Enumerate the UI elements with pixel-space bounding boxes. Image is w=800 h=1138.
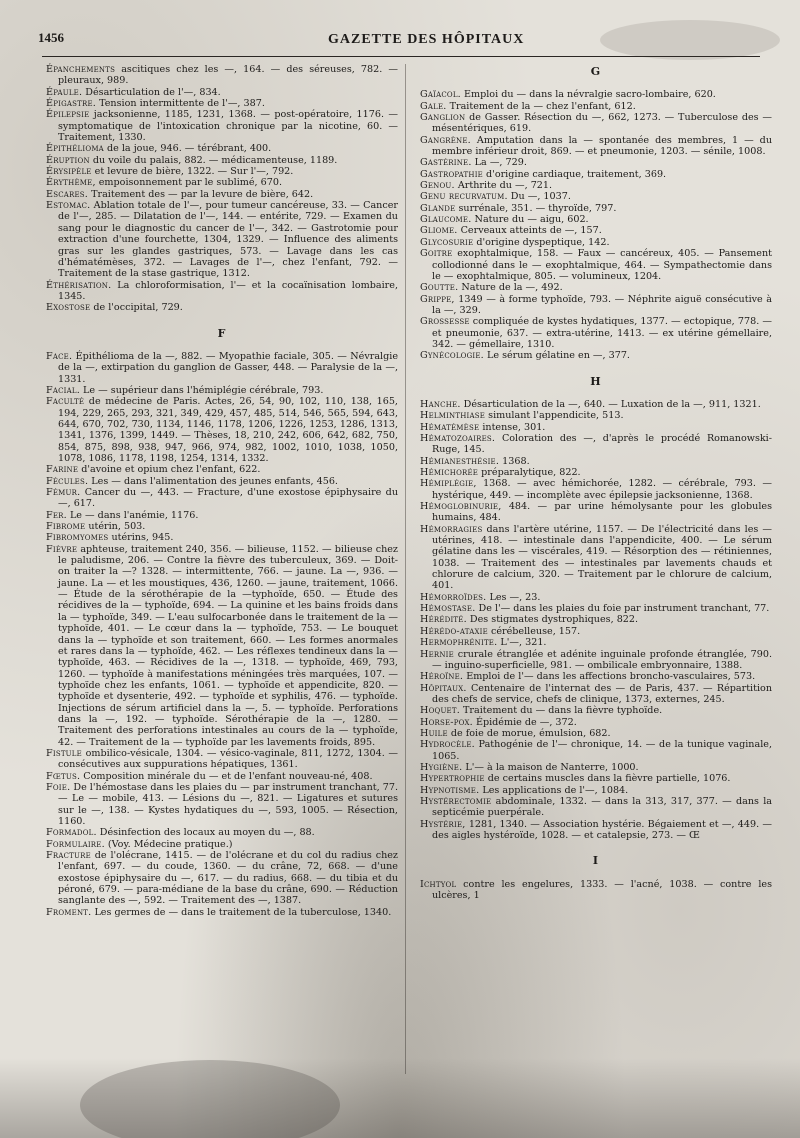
index-entry-heading: Helminthiase [420,410,486,422]
index-entry-heading: Fer. [46,509,67,521]
index-entry-heading: Gynécologie. [420,350,484,362]
index-entry-text: d'avoine et opium chez l'enfant, 622. [78,464,261,476]
index-entry [420,728,772,739]
index-entry-heading: Héroïne. [420,671,464,683]
index-entry [46,839,398,850]
index-entry-heading: Hérédo-ataxie [420,625,488,637]
index-entry-heading: Face. [46,350,73,362]
index-entry-heading: Hémostase. [420,603,476,615]
index-entry-text: 1281, 1340. — Association hystérie. Bégaiement et —, 449. — des aigles hystéroïde, 1028. — et catalepsie, 273. — Œ [432,818,772,841]
index-entry-heading: Formulaire. [46,838,105,850]
index-entry-text: d'origine dyspeptique, 142. [473,236,610,248]
letter-heading-g: G [590,65,602,78]
index-entry [420,422,772,433]
index-entry [46,166,398,177]
index-entry-heading: Formadol. [46,827,97,839]
index-entry-heading: Glande [420,202,456,214]
index-entry [46,64,398,87]
index-entry [420,203,772,214]
index-entry-heading: Huile [420,727,448,739]
index-entry-heading: Genu recurvatum. [420,191,508,203]
index-entry [420,785,772,796]
index-entry-heading: Faculté [46,396,85,408]
index-entry-heading: Froment. [46,906,92,918]
index-entry-heading: Fracture [46,850,91,862]
index-entry [420,626,772,637]
index-entry-heading: Hanche. [420,398,461,410]
index-entry-text: Désarticulation de la —, 640. — Luxation de la —, 911, 1321. [460,398,761,410]
index-entry-text: de la joue, 946. — térébrant, 400. [103,143,272,155]
index-entry [420,773,772,784]
index-entry-text: Désinfection des locaux au moyen du —, 88. [96,827,315,839]
index-entry-heading: Fœtus. [46,770,81,782]
index-entry [420,478,772,501]
index-entry-text: de Gasser. Résection du —, 662, 1273. — Tuberculose des — mésentériques, 619. [432,112,772,135]
index-entry-heading: Glaucome. [420,214,472,226]
index-entry [46,771,398,782]
index-entry [420,467,772,478]
index-entry-text: Emploi du — dans la névralgie sacro-lombaire, 620. [460,89,716,101]
index-entry-text: Le — supérieur dans l'hémiplégie cérébrale, 793. [80,384,324,396]
index-entry-heading: Goutte. [420,282,459,294]
index-entry-heading: Hématémèse [420,421,480,433]
index-entry-heading: Épithélioma [46,143,104,155]
index-entry [420,637,772,648]
index-entry-text: Traitement des — par la levure de bière, 642. [88,188,314,200]
index-entry-heading: Hémorroïdes. [420,591,487,603]
index-entry [46,532,398,543]
index-entry-heading: Goitre [420,248,453,260]
index-entry-text: exophtalmique, 158. — Faux — cancéreux, 405. — Pansement collodionné dans le — exophtalmique, 464. — Sympathectomie dans le — exophtalmique, 805. — volumineux, 1204. [432,248,772,282]
section-g [420,89,772,361]
column-divider [405,64,406,1074]
index-entry-heading: Farine [46,464,79,476]
index-entry-text: et levure de bière, 1322. — Sur l'—, 792. [91,166,294,178]
letter-heading-h: H [590,374,602,388]
index-entry [420,350,772,361]
index-entry-text: De l'hémostase dans les plaies du — par instrument tranchant, 77. — Le — mobile, 413. — Lésions du —, 821. — Ligatures et sutures sur le —, 138. — Kystes hydatiques du —, 593, 1005. — Résection, 1160. [58,781,398,827]
index-entry [46,189,398,200]
index-entry [420,237,772,248]
index-entry [46,487,398,510]
index-entry [420,739,772,762]
index-entry-text: dans l'artère utérine, 1157. — De l'électricité dans les — utérines, 418. — intestinale dans l'appendicite, 400. — Le sérum gélatine dans les — viscérales, 419. — Résorption des — rétiniennes, 1038. — Traitement des — intestinales par lavements chauds et chlorure de calcium, 320. — Traitement par le chlorure de calcium, 401. [432,523,772,592]
index-entry [420,294,772,317]
index-entry [420,135,772,158]
index-entry-heading: Épilepsie [46,109,90,121]
index-entry-text: 1368. [499,455,530,467]
index-entry-text: Composition minérale du — et de l'enfant nouveau-né, 408. [80,770,373,782]
index-entry-heading: Hoquet. [420,705,460,717]
index-entry-heading: Facial. [46,384,80,396]
index-entry-heading: Hémichorée [420,467,479,478]
index-entry [420,614,772,625]
index-entry [46,143,398,154]
index-entry-text: Centenaire de l'internat des — de Paris, 437. — Répartition des chefs de service, chefs de clinique, 1373, externes, 245. [432,682,772,705]
right-column [420,64,772,901]
index-entry [420,762,772,773]
index-entry [420,671,772,682]
index-entry [420,649,772,672]
index-entry [46,87,398,98]
index-entry-text: Nature de la —, 492. [458,282,563,294]
index-entry-heading: Gliome. [420,225,458,237]
index-entry-heading: Hernie [420,648,454,660]
index-entry-heading: Fibrome [46,521,86,533]
index-entry-heading: Ichtyol [420,878,457,890]
index-entry-text: de foie de morue, émulsion, 682. [447,727,611,739]
index-entry-heading: Érysipèle [46,166,92,178]
index-entry-text: La chloroformisation, l'— et la cocaïnisation lombaire, 1345. [58,279,398,302]
index-entry-text: Nature du — aigu, 602. [471,214,589,226]
index-entry-text: d'origine cardiaque, traitement, 369. [482,168,667,180]
section-h [420,399,772,841]
index-entry-text: Des stigmates dystrophiques, 822. [466,614,639,626]
index-entry-text: La —, 729. [471,157,527,169]
index-entry [420,433,772,456]
index-entry-text: Cancer du —, 443. — Fracture, d'une exostose épiphysaire du —, 617. [58,487,398,510]
index-entry-text: Tension intermittente de l'—, 387. [96,98,265,110]
index-entry-heading: Fécules. [46,475,89,487]
index-entry-text: L'— à la maison de Nanterre, 1000. [462,761,639,773]
index-entry [46,396,398,464]
index-entry-heading: Épaule. [46,86,83,98]
index-entry-text: de médecine de Paris. Actes, 26, 54, 90, 102, 110, 138, 165, 194, 229, 265, 293, 321, 349, 429, 457, 485, 514, 546, 565, 594, 643, 644, 670, 702, 730, 1134, 1146, 1178, 1206, 1226, 1253, 1286, 1313, 1341, 1376, 1399, 1449. — Thèses, 18, 210, 242, 606, 642, 682, 750, 854, 875, 898, 938, 947, 966, 974, 982, 1002, 1010, 1038, 1050, 1078, 1086, 1178, 1198, 1254, 1314, 1332. [58,396,398,464]
index-entry-heading: Éthérisation. [46,279,112,291]
index-entry-heading: Escares. [46,188,89,200]
index-entry-text: Le — dans l'anémie, 1176. [66,509,199,521]
index-entry [46,521,398,532]
index-entry [46,200,398,279]
index-entry-text: Ablation totale de l'—, pour tumeur cancéreuse, 33. — Cancer de l'—, 285. — Dilatation de l'—, 144. — entérite, 729. — Examen du sang pour le diagnostic du cancer de l'—, 342. — Gastrotomie pour extraction d'une fourchette, 1304, 1329. — Influence des aliments gras sur les glandes gastriques, 573. — Lavage dans les cas d'hématémèses, 372. — Lavages de l'—, chez l'enfant, 792. — Traitement de la stase gastrique, 1312. [58,200,398,280]
index-entry-heading: Grippe, [420,293,455,305]
index-entry-heading: Épanchements [46,64,116,75]
index-entry-text: Traitement du — dans la fièvre typhoïde. [459,705,663,717]
index-entry-text: Amputation dans la — spontanée des membres, 1 — du membre inférieur droit, 869. — et pneumonie, 1203. — sénile, 1008. [432,134,772,158]
index-entry [420,524,772,592]
index-entry [46,782,398,827]
index-entry-text: Arthrite du —, 721. [454,180,553,192]
index-entry-heading: Hémianesthésie. [420,455,500,467]
index-entry-text: utérin, 503. [85,521,146,533]
index-entry-text: De l'— dans les plaies du foie par instrument tranchant, 77. [475,603,770,615]
section-f [46,351,398,918]
index-entry [46,177,398,188]
index-entry [420,501,772,524]
index-entry [46,109,398,143]
index-entry [46,155,398,166]
index-entry [420,225,772,236]
index-entry [46,464,398,475]
index-entry-text: Coloration des —, d'après le procédé Romanowski-Ruge, 145. [432,432,772,456]
index-entry-heading: Ganglion [420,112,466,124]
index-entry-heading: Fémur. [46,487,81,499]
index-entry [46,385,398,396]
index-entry-text: aphteuse, traitement 240, 356. — bilieuse, 1152. — bilieuse chez le paludisme, 206. — Contre la fièvre des tuberculeux, 369. — Doit-on traiter la —? 1328. — intermittente, 766. — jaune. La —, 936. — jaune. La — et les moustiques, 436, 1260. — jaune, traitement, 1066. — Étude de la sérothérapie de la —typhoïde, 650. — Étude des récidives de la — typhoïde, 694. — La quinine et les bains froids dans la — typhoïde, 349. — L'eau sulfocarbonée dans le traitement de la — typhoïde, 401. — Le cœur dans la — typhoïde, 753. — Le bouquet dans la — typhoïde et son traitement, 660. — Les formes anormales et rares dans la — typhoïde, 462. — Les réflexes tendineux dans la — typhoïde, 463. — Récidives de la —, 1318. — typhoïde, 469, 793, 1260. — typhoïde à manifestations méningées très marquées, 107. — typhoïde chez les enfants, 1061. — typhoïde et appendicite, 820. — typhoïde et dysenterie, 492. — typhoïde et syphilis, 476. — typhoïde. Injections de sérum artificiel dans la —, 5. — typhoïde. Perforations dans la —, 192. — typhoïde. Sérothérapie de la —, 1280. — Traitement des perforations intestinales au cours de la — typhoïde, 42. — Traitement de la — typhoïde par les lavements froids, 895. [58,543,398,748]
index-entry [46,280,398,303]
index-entry [420,603,772,614]
index-entry [420,112,772,135]
index-entry-text: Les —, 23. [486,591,541,603]
index-entry-text: contre les engelures, 1333. — l'acné, 1038. — contre les ulcères, 1 [432,878,772,902]
index-entry-text: Cerveaux atteints de —, 157. [457,225,602,237]
index-entry-text: simulant l'appendicite, 513. [485,410,624,422]
index-entry-text: Emploi de l'— dans les affections broncho-vasculaires, 573. [463,671,756,683]
index-entry-heading: Glycosurie [420,236,474,248]
index-entry-heading: Hystérectomie [420,795,492,807]
index-entry-heading: Fibromyomes [46,532,109,544]
index-entry-heading: Hôpitaux. [420,682,467,694]
index-entry [46,827,398,838]
index-entry-heading: Hypertrophie [420,773,485,785]
index-entry-heading: Foie. [46,781,71,793]
index-entry-text: intense, 301. [479,421,546,433]
index-entry [420,191,772,202]
index-entry [46,98,398,109]
index-entry [420,101,772,112]
index-entry [420,180,772,191]
index-entry [46,476,398,487]
index-entry [46,544,398,748]
index-entry [420,592,772,603]
paper-damage [0,1058,800,1138]
index-entry [420,456,772,467]
index-entry-text: Le sérum gélatine en —, 377. [483,350,630,362]
index-entry [420,214,772,225]
index-entry-text: Épidémie de —, 372. [472,716,577,728]
index-entry-text: du voile du palais, 882. — médicamenteuse, 1189. [89,154,338,166]
index-entry-text: crurale étranglée et adénite inguinale profonde étranglée, 790. — inguino-superficielle, 981. — ombilicale embryonnaire, 1388. [432,648,772,671]
index-entry-heading: Hygiène. [420,761,463,773]
index-entry [420,410,772,421]
section-e [46,64,398,314]
index-entry [420,282,772,293]
index-entry-text: ombilico-vésicale, 1304. — vésico-vaginale, 811, 1272, 1304. — consécutives aux suppurations hépatiques, 1361. [58,747,398,771]
index-entry [46,351,398,385]
index-entry [420,248,772,282]
index-entry-text: jacksonienne, 1185, 1231, 1368. — post-opératoire, 1176. — symptomatique de l'intoxication chronique par la nicotine, 60. — Traitement, 1330. [58,109,398,144]
index-entry-text: surrénale, 351. — thyroïde, 797. [455,202,617,214]
left-column [46,64,398,918]
index-entry-heading: Hémorragies [420,523,483,535]
index-entry [46,302,398,313]
index-entry-heading: Gastropathie [420,168,483,180]
index-entry [46,907,398,918]
index-entry-text: (Voy. Médecine pratique.) [104,838,233,850]
index-entry [420,169,772,180]
index-entry-heading: Exostose [46,302,91,314]
index-entry-heading: Grossesse [420,316,470,328]
index-entry-heading: Éruption [46,154,90,166]
index-entry-heading: Fistule [46,747,82,759]
index-entry-text: de certains muscles dans la fièvre partielle, 1076. [484,773,731,785]
index-entry-text: Désarticulation de l'—, 834. [82,86,221,98]
index-entry [46,510,398,521]
index-entry-text: 1349 — à forme typhoïde, 793. — Néphrite aiguë consécutive à la —, 329. [432,293,772,316]
index-entry-heading: Horse-pox. [420,716,473,728]
index-entry-heading: Épigastre. [46,98,97,110]
index-entry-text: abdominale, 1332. — dans la 313, 317, 377. — dans la septicémie puerpérale. [432,795,772,819]
index-entry [420,717,772,728]
index-entry [420,705,772,716]
index-entry-text: Traitement de la — chez l'enfant, 612. [446,100,636,112]
index-entry-text: Du —, 1037. [507,191,571,203]
index-entry-text: L'—, 321. [497,637,547,649]
index-entry-heading: Gaïacol. [420,89,461,101]
index-entry-text: utérins, 945. [108,532,174,544]
index-entry-heading: Hématozoaires. [420,432,496,444]
index-entry-text: Les applications de l'—, 1084. [479,784,629,796]
index-entry [46,850,398,907]
index-entry-text: de l'occipital, 729. [90,302,183,314]
index-entry-text: empoisonnement par le sublimé, 670. [95,177,283,189]
index-entry [420,796,772,819]
index-entry-text: ascitiques chez les —, 164. — des séreuses, 782. — pleuraux, 989. [58,64,398,87]
index-entry-heading: Hypnotisme. [420,784,480,796]
index-entry-heading: Fièvre [46,543,78,555]
index-entry-heading: Estomac. [46,200,91,212]
index-entry-text: 1368. — avec hémichorée, 1282. — cérébrale, 793. — hystérique, 449. — incomplète avec épilepsie jacksonienne, 1368. [432,478,772,501]
index-entry-heading: Gale. [420,100,447,112]
index-entry [420,157,772,168]
index-entry-text: Pathogénie de l'— chronique, 14. — de la tunique vaginale, 1065. [432,739,772,762]
index-entry-text: Épithélioma de la —, 882. — Myopathie faciale, 305. — Névralgie de la —, extirpation du ganglion de Gasser, 448. — Paralysie de la —, 1331. [58,350,398,385]
index-entry-text: Les — dans l'alimentation des jeunes enfants, 456. [88,475,338,487]
page-number: 1456 [38,30,64,45]
letter-heading-i: I [592,854,600,868]
letter-heading-f: F [217,326,227,340]
index-entry [420,683,772,706]
index-entry-heading: Hydrocèle. [420,739,475,751]
index-entry-text: Les germes de — dans le traitement de la tuberculose, 1340. [91,906,392,918]
index-entry-heading: Hémiplégie, [420,478,477,490]
index-entry-heading: Gangrène. [420,134,471,146]
index-entry [420,819,772,842]
index-entry [420,879,772,902]
index-entry-text: de l'olécrane, 1415. — de l'olécrane et du col du radius chez l'enfant, 697. — du coude, 1360. — du crâne, 72, 668. — d'une exostose épiphysaire du —, 617. — du radius, 668. — du tibia et du péroné, 679. — para-médiane de la base du crâne, 690. — Réduction sanglante des —, 592. — Traitement des —, 1387. [58,850,398,907]
index-entry-text: préparalytique, 822. [478,467,581,478]
index-entry [46,748,398,771]
index-entry-heading: Hémoglobinurie, [420,501,502,513]
index-entry-heading: Gastérine. [420,157,472,169]
index-entry-heading: Genou. [420,180,455,192]
index-entry-text: 484. — par urine hémolysante pour les globules humains, 484. [432,501,772,524]
index-entry-text: cérébelleuse, 157. [487,625,581,637]
index-entry [420,89,772,100]
index-entry-heading: Hermophrénite. [420,637,498,649]
section-i [420,879,772,902]
journal-title: GAZETTE DES HÔPITAUX [328,32,525,47]
index-entry-text: compliquée de kystes hydatiques, 1377. — ectopique, 778. — et pneumonie, 637. — extra-utérine, 1413. — ex utérine gémellaire, 342. — gémellaire, 1310. [432,316,772,350]
index-entry [420,316,772,350]
index-entry-heading: Érythème, [46,177,96,189]
paper-stain [600,20,780,60]
index-entry-heading: Hérédité. [420,614,467,626]
index-entry [420,399,772,410]
index-entry-heading: Hystérie, [420,818,466,830]
